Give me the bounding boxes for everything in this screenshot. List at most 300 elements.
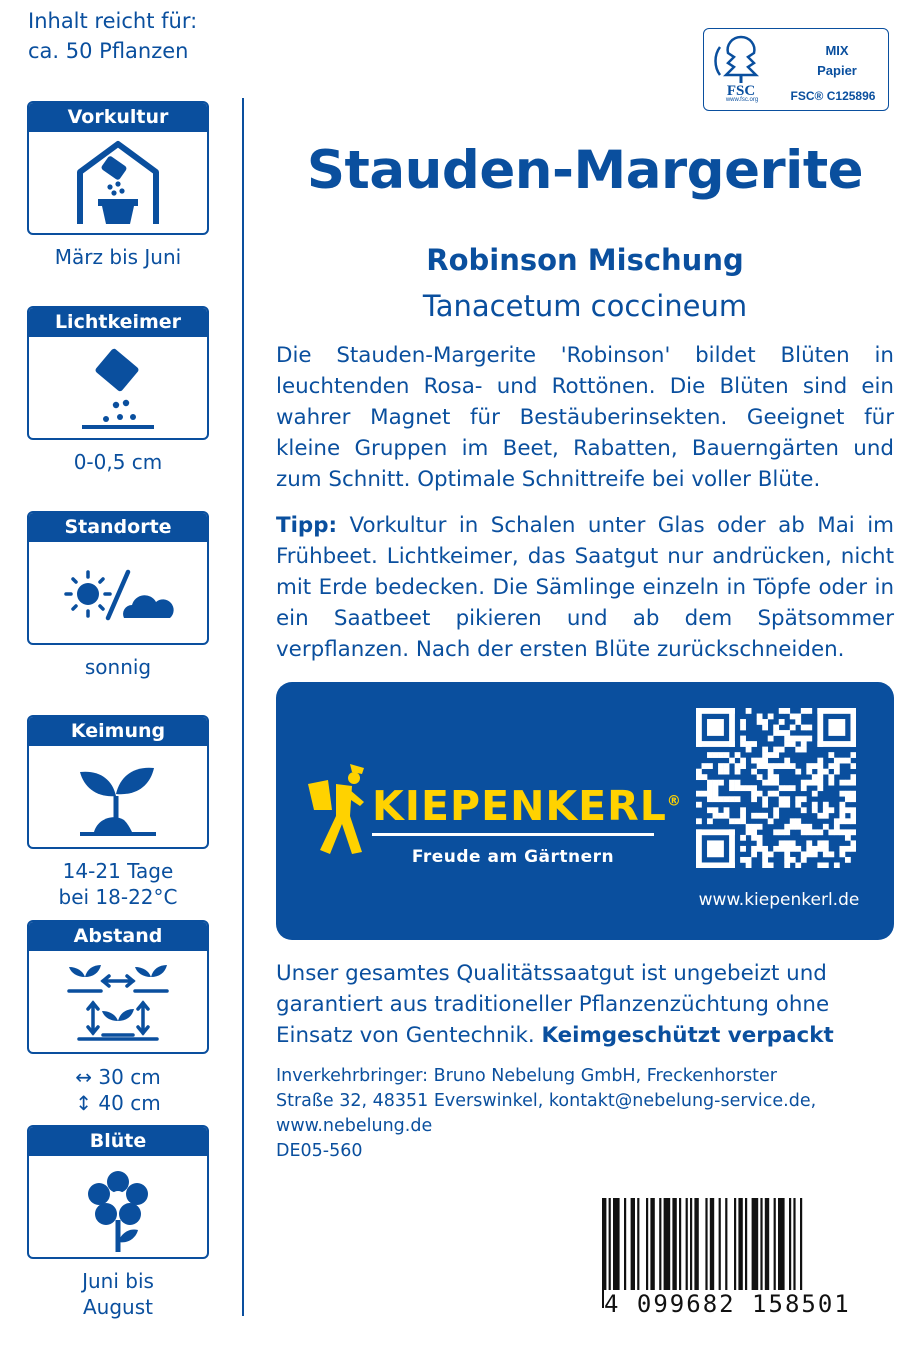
qr-module	[768, 714, 774, 720]
qr-module	[784, 840, 790, 846]
qr-module	[740, 725, 746, 731]
qr-module	[724, 769, 730, 775]
qr-module	[779, 785, 785, 791]
qr-module	[806, 780, 812, 786]
qr-module	[746, 857, 752, 863]
quality-text: Unser gesamtes Qualitätssaatgut ist ungebeizt und garantiert aus traditioneller Pflanzenzüchtung ohne Einsatz von Gentechnik.	[276, 961, 830, 1048]
qr-module	[751, 791, 757, 797]
qr-module	[779, 802, 785, 808]
card-abstand-caption	[12, 1064, 224, 1116]
qr-module	[751, 829, 757, 835]
qr-module	[751, 785, 757, 791]
qr-module	[784, 736, 790, 742]
qr-module	[806, 840, 812, 846]
qr-module	[718, 752, 724, 758]
product-description: Die Stauden-Margerite 'Robinson' bildet Blüten in leuchtenden Rosa- und Rottönen. Die Blüten sind ein wahrer Magnet für Bestäuberinsekten. Geeignet für kleine Gruppen im Beet, Rabatten, Bauerngärten und zum Schnitt. Optimale Schnittreife bei voller Blüte.	[276, 343, 894, 492]
qr-module	[812, 851, 818, 857]
qr-module	[850, 774, 856, 780]
card-vorkultur-title: Vorkultur	[29, 103, 207, 132]
qr-module	[812, 846, 818, 852]
column-divider	[242, 98, 244, 1316]
qr-module	[784, 796, 790, 802]
qr-module	[762, 846, 768, 852]
qr-module	[812, 763, 818, 769]
qr-module	[779, 708, 785, 714]
qr-module	[845, 818, 851, 824]
qr-module	[850, 818, 856, 824]
qr-module	[795, 846, 801, 852]
qr-module	[746, 741, 752, 747]
qr-module	[812, 780, 818, 786]
qr-module	[850, 807, 856, 813]
qr-module	[773, 752, 779, 758]
qr-module	[801, 708, 807, 714]
qr-module	[762, 802, 768, 808]
qr-module	[740, 741, 746, 747]
card-vorkultur-caption: März bis Juni	[54, 245, 182, 269]
qr-module	[795, 802, 801, 808]
qr-module	[746, 785, 752, 791]
qr-module	[724, 796, 730, 802]
qr-module	[707, 780, 713, 786]
qr-module	[696, 741, 735, 747]
qr-module	[751, 835, 757, 841]
content-amount-value: ca. 50 Pflanzen	[28, 39, 189, 63]
growing-tip-text: Vorkultur in Schalen unter Glas oder ab Mai im Frühbeet. Lichtkeimer, das Saatgut nur andrücken, nicht mit Erde bedecken. Die Sämlinge einzeln in Töpfe oder in ein Saatbeet pikieren und ab dem Spätsommer verpflanzen. Nach der ersten Blüte zurückschneiden.	[276, 513, 894, 662]
qr-module	[735, 796, 741, 802]
qr-module	[718, 780, 724, 786]
qr-module	[773, 791, 779, 797]
qr-module	[718, 769, 724, 775]
card-bluete-caption-from: Juni bis	[82, 1269, 154, 1293]
qr-module	[779, 763, 785, 769]
qr-module	[751, 813, 757, 819]
qr-module	[790, 725, 796, 731]
quality-statement	[276, 958, 894, 1051]
qr-module	[801, 747, 807, 753]
qr-module	[707, 791, 713, 797]
qr-module	[817, 758, 823, 764]
qr-module	[817, 840, 823, 846]
qr-module	[839, 813, 845, 819]
qr-module	[751, 758, 757, 764]
qr-module	[845, 807, 851, 813]
brand-registered: ®	[666, 793, 682, 810]
qr-module	[834, 862, 840, 868]
qr-module	[724, 752, 730, 758]
fsc-badge	[703, 28, 889, 111]
qr-module	[740, 785, 746, 791]
qr-module	[834, 824, 840, 830]
qr-module	[696, 708, 735, 714]
qr-module	[806, 824, 812, 830]
qr-module	[762, 857, 768, 863]
qr-module	[795, 769, 801, 775]
qr-module	[845, 857, 851, 863]
qr-module	[696, 791, 702, 797]
qr-module	[724, 763, 730, 769]
qr-module	[735, 818, 741, 824]
qr-module	[746, 862, 752, 868]
qr-module	[696, 708, 702, 747]
qr-module	[795, 824, 801, 830]
qr-module	[806, 763, 812, 769]
qr-module	[790, 714, 796, 720]
qr-module	[828, 752, 834, 758]
qr-module	[729, 780, 735, 786]
qr-module	[834, 769, 840, 775]
qr-module	[740, 807, 746, 813]
card-lichtkeimer-title: Lichtkeimer	[29, 308, 207, 337]
qr-module	[713, 791, 719, 797]
qr-module	[707, 840, 724, 857]
qr-module	[795, 714, 801, 720]
qr-module	[768, 780, 774, 786]
qr-module	[845, 796, 851, 802]
qr-module	[839, 802, 845, 808]
legal-line-4: DE05-560	[276, 1141, 363, 1161]
qr-module	[790, 818, 796, 824]
qr-module	[801, 829, 807, 835]
qr-module	[729, 829, 735, 868]
qr-module	[850, 780, 856, 786]
qr-module	[696, 829, 735, 835]
qr-module	[707, 763, 713, 769]
sun-cloud-icon	[58, 542, 178, 642]
qr-module	[768, 791, 774, 797]
fsc-mix	[802, 41, 872, 81]
qr-module	[751, 741, 757, 747]
qr-module	[768, 763, 774, 769]
legal-line-2: Straße 32, 48351 Everswinkel, kontakt@nebelung-service.de,	[276, 1091, 817, 1111]
qr-module	[713, 785, 719, 791]
card-bluete-caption	[12, 1268, 224, 1320]
qr-module	[850, 708, 856, 747]
qr-module	[795, 862, 801, 868]
qr-module	[834, 818, 840, 824]
qr-module	[795, 796, 801, 802]
qr-module	[707, 785, 713, 791]
qr-module	[850, 846, 856, 852]
qr-module	[784, 829, 790, 835]
qr-module	[790, 857, 796, 863]
qr-module	[773, 763, 779, 769]
qr-module	[828, 763, 834, 769]
qr-module	[740, 758, 746, 764]
qr-module	[724, 813, 730, 819]
qr-module	[801, 725, 807, 731]
qr-module	[773, 774, 779, 780]
legal-line-3: www.nebelung.de	[276, 1116, 433, 1136]
qr-module	[751, 769, 757, 775]
qr-module	[784, 758, 790, 764]
qr-module	[845, 846, 851, 852]
qr-module	[762, 719, 768, 725]
qr-module	[834, 758, 840, 764]
qr-module	[696, 829, 702, 868]
qr-module	[729, 818, 735, 824]
qr-module	[806, 846, 812, 852]
qr-module	[768, 736, 774, 742]
quality-bold: Keimgeschützt verpackt	[541, 1023, 834, 1048]
qr-module	[740, 835, 746, 841]
qr-module	[779, 829, 785, 835]
qr-module	[762, 747, 768, 753]
qr-module	[784, 862, 790, 868]
qr-module	[823, 813, 829, 819]
legal-line-1: Inverkehrbringer: Bruno Nebelung GmbH, Freckenhorster	[276, 1066, 778, 1086]
qr-module	[773, 747, 779, 753]
qr-module	[839, 758, 845, 764]
product-variety: Robinson Mischung	[426, 243, 744, 277]
fsc-code: FSC® C125896	[790, 89, 876, 103]
qr-module	[790, 763, 796, 769]
brand-underline	[372, 833, 654, 836]
qr-module	[757, 824, 763, 830]
qr-module	[773, 725, 779, 731]
qr-module	[839, 818, 845, 824]
qr-module	[768, 818, 774, 824]
qr-module	[839, 791, 845, 797]
qr-module	[823, 851, 829, 857]
brand-name	[372, 782, 682, 830]
qr-module	[828, 719, 845, 736]
qr-module	[762, 752, 768, 758]
qr-module	[762, 758, 768, 764]
qr-module	[768, 752, 774, 758]
brand-slogan: Freude am Gärtnern	[411, 847, 615, 867]
qr-module	[806, 851, 812, 857]
qr-module	[702, 763, 708, 769]
qr-module	[735, 763, 741, 769]
qr-module	[696, 769, 702, 775]
qr-module	[845, 835, 851, 841]
qr-module	[828, 851, 834, 857]
qr-module	[757, 774, 763, 780]
qr-module	[795, 736, 801, 742]
card-keimung	[27, 715, 209, 849]
content-amount	[28, 6, 197, 66]
qr-module	[817, 780, 823, 786]
qr-module	[845, 829, 851, 835]
hiker-logo-icon	[306, 758, 376, 858]
qr-module	[707, 796, 713, 802]
qr-module	[850, 791, 856, 797]
qr-module	[740, 857, 746, 863]
qr-module	[729, 785, 735, 791]
qr-module	[751, 851, 757, 857]
qr-module	[751, 846, 757, 852]
qr-module	[707, 818, 713, 824]
qr-module	[850, 829, 856, 835]
qr-module	[735, 769, 741, 775]
fsc-mix-label: MIX	[825, 43, 849, 58]
qr-module	[784, 785, 790, 791]
qr-module	[713, 780, 719, 786]
qr-module	[707, 807, 713, 813]
qr-module	[757, 840, 763, 846]
flower-icon	[58, 1156, 178, 1256]
barcode-number: 4 099682 158501	[604, 1290, 894, 1318]
fsc-paper-label: Papier	[817, 63, 857, 78]
qr-module	[801, 785, 807, 791]
qr-module	[768, 851, 774, 857]
qr-module	[817, 774, 823, 780]
qr-module	[773, 807, 779, 813]
qr-module	[713, 807, 719, 813]
qr-module	[696, 774, 702, 780]
qr-module	[773, 780, 779, 786]
qr-module	[812, 829, 818, 835]
qr-module	[740, 736, 746, 742]
qr-module	[757, 791, 763, 797]
card-standorte-caption: sonnig	[84, 655, 152, 679]
qr-module	[823, 862, 829, 868]
qr-module	[784, 824, 790, 830]
qr-module	[779, 747, 785, 753]
qr-module	[850, 763, 856, 769]
qr-module	[850, 796, 856, 802]
qr-module	[729, 796, 735, 802]
qr-module	[779, 796, 785, 802]
card-standorte-title: Standorte	[29, 513, 207, 542]
qr-module	[795, 747, 801, 753]
qr-module	[762, 862, 768, 868]
seed-packet-icon	[58, 337, 178, 437]
qr-module	[839, 846, 845, 852]
card-abstand	[27, 920, 209, 1054]
qr-module	[779, 846, 785, 852]
qr-module	[718, 763, 724, 769]
qr-module	[762, 780, 768, 786]
qr-module	[801, 851, 807, 857]
card-abstand-caption-row: ↔ 30 cm	[75, 1065, 161, 1089]
qr-module	[779, 840, 785, 846]
qr-module	[812, 791, 818, 797]
qr-module	[784, 851, 790, 857]
qr-module	[762, 796, 768, 802]
qr-module	[757, 846, 763, 852]
qr-module	[702, 791, 708, 797]
fsc-site: www.fsc.org	[725, 97, 759, 103]
qr-module	[823, 802, 829, 808]
card-bluete-title: Blüte	[29, 1127, 207, 1156]
qr-module	[801, 741, 807, 747]
fsc-tree-icon	[708, 33, 774, 97]
qr-module	[839, 780, 845, 786]
qr-module	[773, 813, 779, 819]
qr-module	[812, 807, 818, 813]
qr-module	[817, 829, 823, 835]
qr-module	[850, 752, 856, 758]
qr-module	[801, 736, 807, 742]
qr-module	[801, 780, 807, 786]
qr-module	[702, 774, 708, 780]
qr-code[interactable]	[696, 708, 856, 868]
qr-module	[784, 802, 790, 808]
qr-module	[795, 818, 801, 824]
qr-module	[713, 752, 719, 758]
card-vorkultur	[27, 101, 209, 235]
qr-module	[762, 763, 768, 769]
qr-module	[713, 796, 719, 802]
qr-module	[823, 840, 829, 846]
qr-module	[707, 719, 724, 736]
qr-module	[696, 818, 702, 824]
qr-module	[740, 846, 746, 852]
qr-module	[746, 824, 752, 830]
qr-module	[801, 857, 807, 863]
qr-module	[817, 813, 823, 819]
qr-module	[784, 730, 790, 736]
qr-module	[740, 763, 746, 769]
qr-module	[834, 829, 840, 835]
qr-module	[834, 763, 840, 769]
qr-module	[817, 862, 823, 868]
qr-module	[817, 785, 823, 791]
brand-url[interactable]: www.kiepenkerl.de	[698, 890, 860, 910]
qr-module	[779, 730, 785, 736]
qr-module	[828, 780, 834, 786]
card-abstand-caption-plant: ↕ 40 cm	[75, 1091, 161, 1115]
qr-module	[839, 807, 845, 813]
qr-module	[784, 857, 790, 863]
qr-module	[724, 807, 730, 813]
qr-module	[746, 708, 752, 714]
qr-module	[762, 851, 768, 857]
legal-info	[276, 1064, 876, 1164]
qr-module	[751, 796, 757, 802]
qr-module	[729, 708, 735, 747]
qr-module	[757, 763, 763, 769]
qr-module	[790, 785, 796, 791]
product-latin-name: Tanacetum coccineum	[422, 289, 748, 323]
qr-module	[773, 730, 779, 736]
qr-module	[839, 851, 845, 857]
spacing-icon	[43, 951, 193, 1051]
qr-module	[790, 840, 796, 846]
qr-module	[790, 846, 796, 852]
qr-module	[762, 813, 768, 819]
qr-module	[823, 846, 829, 852]
qr-module	[696, 802, 702, 808]
qr-module	[746, 829, 752, 835]
qr-module	[817, 846, 823, 852]
qr-module	[795, 719, 801, 725]
brand-name-text: KIEPENKERL	[372, 782, 667, 830]
qr-module	[735, 780, 741, 786]
qr-module	[817, 763, 823, 769]
qr-module	[718, 813, 724, 819]
qr-module	[806, 769, 812, 775]
qr-module	[757, 719, 763, 725]
qr-module	[790, 736, 796, 742]
product-title: Stauden-Margerite	[306, 140, 864, 201]
qr-module	[806, 708, 812, 714]
qr-module	[740, 719, 746, 725]
qr-module	[790, 824, 796, 830]
card-keimung-caption-days: 14-21 Tage	[62, 859, 174, 883]
brand-box	[276, 682, 894, 940]
qr-module	[757, 758, 763, 764]
growing-tip	[276, 510, 894, 665]
qr-module	[845, 780, 851, 786]
qr-module	[768, 862, 774, 868]
qr-module	[735, 785, 741, 791]
qr-module	[707, 752, 713, 758]
qr-module	[773, 829, 779, 835]
qr-module	[790, 741, 796, 747]
